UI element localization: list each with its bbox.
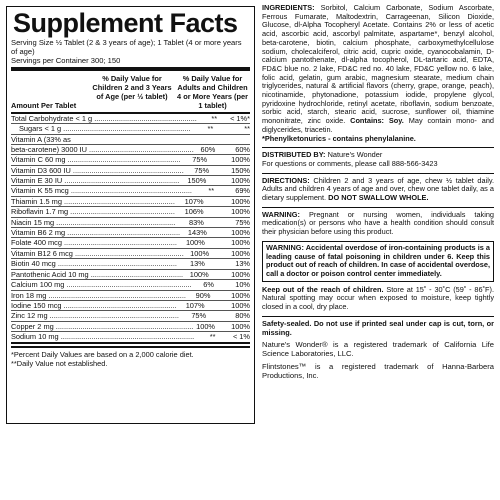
ingredients-text: Sorbitol, Calcium Carbonate, Sodium Ascorbate, Ferrous Fumarate, Maltodextrin, Carrageenan, Silicon Dioxide, Glucose, dl-Alpha Tocopheryl Acetate. Contains 2% or less of acetic acid, ascorbic acid, ascorbyl palmitate, aspartame*, benzyl alcohol, beta-carotene, biotin, calcium phosphate, carboxymethylcellulose sodium, cholecalciferol, citric acid, cupric oxide, cyanocobalamin, D-calcium pantothenate, dl-alpha tocopherol, DL-tartaric acid, EDTA, FD&C blue no. 2 lake, FD&C red no. 40 lake, FD&C yellow no. 6 lake, folic acid, gelatin, gum arabic, magnesium stearate, medium chain triglycerides, natural & artificial flavors (cherry, grape, orange, peach), nicotinamide, phytonadione, potassium iodide, propylene glycol, pyridoxine hydrochloride, retinyl acetate, riboflavin, sodium benzoate, sorbic acid, starch, stearic acid, sucrose, sunflower oil, thiamine mononitrate, zinc oxide. [262,3,495,126]
children-dv-value: 100% [189,269,209,279]
distributed-text: Nature's Wonder [327,150,383,160]
adults-dv-value [195,135,250,144]
children-dv-value: ** [209,332,216,342]
nutrient-row [11,322,250,332]
servings-per-container: Servings per Container 300; 150 [11,56,121,65]
nutrient-name: Zinc 12 mg ............................................................... [11,311,179,321]
amount-header: Amount Per Tablet [11,101,77,110]
directions [262,177,494,203]
warning [262,211,494,237]
nutrient-row [11,124,250,134]
nutrient-row [11,238,250,248]
footnote-calorie: *Percent Daily Values are based on a 2,000 calorie diet. [11,349,194,359]
children-dv-value: 90% [195,290,211,300]
divider [262,316,494,317]
nutrient-row [11,197,250,207]
children-dv-value: 13% [190,259,205,269]
adults-dv-value: 100% [231,269,250,279]
nutrient-name: Vitamin E 30 IU ........................................................ [11,176,180,186]
children-dv-value: 75% [192,155,208,165]
nutrient-name: Folate 400 mcg ....................................................... [11,238,177,248]
iron-warning-box: WARNING: Accidental overdose of iron-containing products is a leading cause of fatal poisoning in children under 6. Keep this product out of reach of children. In case of accidental overdose, call a doctor or poison control center immediately. [262,241,494,282]
nutrient-row [11,249,250,259]
nutrient-name: Iodine 150 mcg ....................................................... [11,300,177,310]
divider [262,147,494,148]
adults-dv-value: 100% [231,321,250,331]
directions-bold: DO NOT SWALLOW WHOLE. [328,193,429,203]
nutrient-row [11,155,250,165]
storage [262,286,494,312]
adults-dv-value: 60% [235,144,250,154]
children-dv-value: 100% [185,238,205,248]
nutrient-name: Pantothenic Acid 10 mg ............................................. [11,269,184,279]
directions-label: DIRECTIONS: [262,175,310,185]
nutrient-row [11,114,250,124]
adults-dv-value: 100% [231,238,250,248]
children-dv-value [161,135,195,144]
adults-dv-value: 80% [235,311,250,321]
nutrient-name: Riboflavin 1.7 mg ................................................... [11,207,175,217]
children-dv-value: 107% [184,196,204,206]
adults-dv-value: < 1%* [230,114,250,123]
adults-dv-value: 13% [235,259,250,269]
nutrient-row [11,228,250,238]
serving-info [11,38,250,71]
nutrient-rows [11,114,250,344]
nutrient-row [11,270,250,280]
adults-dv-header: % Daily Value for Adults and Children 4 or More Years (per 1 tablet) [177,74,248,110]
nutrient-row [11,176,250,186]
nutrient-name: Vitamin B6 2 mg ....................................................... [11,228,181,238]
may-contain-text: May contain mono- and diglycerides, triacetin. [262,116,495,134]
adults-dv-value: 69% [235,186,250,196]
distributed-by [262,151,494,168]
distributed-label: DISTRIBUTED BY: [262,150,326,160]
right-text-column [262,4,494,384]
adults-dv-value: 75% [235,217,250,227]
nutrient-name: Thiamin 1.5 mg ...................................................... [11,196,175,206]
nutrient-name: Vitamin D3 600 IU ...................................................... [11,165,184,175]
children-dv-value: ** [207,124,214,134]
adults-dv-value: 150% [231,165,250,175]
adults-dv-value: 100% [231,196,250,206]
footnotes [11,346,250,368]
footnote-dv: **Daily Value not established. [11,358,108,368]
adults-dv-value: 100% [231,176,250,186]
nutrient-name: beta-carotene) 3000 IU ................................................... [11,144,194,154]
nutrient-row [11,301,250,311]
children-dv-value: 100% [196,321,215,331]
nutrient-name: Calcium 100 mg ............................................................. [11,280,192,290]
children-dv-value: 106% [184,207,204,217]
ingredients [262,4,494,143]
keep-label: Keep out of the reach of children. [262,284,384,294]
nutrient-row [11,259,250,269]
children-dv-value: 60% [200,144,216,154]
nutrient-name: Sodium 10 mg ................................................................. [11,332,195,342]
children-dv-value: 143% [187,228,207,238]
nutrient-row [11,135,250,145]
adults-dv-value: 100% [231,155,250,165]
serving-size: Serving Size ½ Tablet (2 & 3 years of age); 1 Tablet (4 or more years of age) [11,38,242,56]
adults-dv-value: 100% [231,207,250,217]
nutrient-name: Iron 18 mg ................................................................... [11,290,186,300]
adults-dv-value: 100% [231,248,250,258]
nutrient-row [11,291,250,301]
adults-dv-value: 10% [235,280,250,290]
nutrient-name: Total Carbohydrate < 1 g .................................................. [11,114,197,123]
nutrient-name: Sugars < 1 g .............................................................. [19,124,191,134]
ingredients-label: INGREDIENTS: [262,3,315,12]
nutrient-row [11,166,250,176]
children-dv-header: % Daily Value for Children 2 and 3 Years of Age (per ½ tablet) [92,74,172,101]
children-dv-value: 6% [203,280,214,290]
nutrient-row [11,280,250,290]
warning-text: Pregnant or nursing women, individuals taking medication(s) or persons who have a health condition should consult their physician before using this product. [262,209,494,237]
adults-dv-value: 100% [231,228,250,238]
nutrient-row [11,145,250,155]
questions-text: For questions or comments, please call 888-566-3423 [262,158,438,168]
nutrient-name: Vitamin K 55 mcg ........................................................... [11,186,192,196]
adults-dv-value: 100% [231,300,250,310]
children-dv-value: 75% [194,165,210,175]
nutrient-name: Vitamin A (33% as [11,134,71,144]
column-headers [11,71,250,114]
pku-warning: *Phenylketonurics - contains phenylalanine. [262,133,416,143]
children-dv-value: 75% [191,311,207,321]
contains-label: Contains: Soy. [350,116,404,126]
trademark-flintstones: Flintstones™ is a registered trademark of Hanna-Barbera Productions, Inc. [262,361,494,380]
nutrient-name: Niacin 15 mg .......................................................... [11,217,176,227]
nutrient-row [11,186,250,196]
nutrient-name: Biotin 40 mcg .......................................................... [11,259,177,269]
children-dv-value: 83% [189,217,204,227]
children-dv-value: 100% [190,248,210,258]
children-dv-value: ** [211,114,218,123]
children-dv-value: ** [208,186,215,196]
nutrient-row [11,332,250,343]
adults-dv-value: < 1% [232,332,250,342]
safety-seal: Safety-sealed. Do not use if printed seal under cap is cut, torn, or missing. [262,318,494,337]
warning-label: WARNING: [262,209,300,219]
nutrient-row [11,311,250,321]
directions-text: Children 2 and 3 years of age, chew ½ tablet daily. Adults and children 4 years of age and over, chew one tablet daily, as a dietary supplement. [262,175,494,203]
adults-dv-value: 100% [231,290,250,300]
nutrient-row [11,218,250,228]
nutrient-row [11,207,250,217]
nutrient-name: Vitamin C 60 mg ....................................................... [11,155,181,165]
supplement-facts-panel [6,6,255,424]
divider [262,207,494,208]
storage-text: Store at 15˚ - 30˚C (59˚ - 86˚F). Natural spotting may occur when exposed to moisture, keep tightly closed in a cool, dry place. [262,284,494,312]
nutrient-name: Vitamin B12 6 mcg ..................................................... [11,248,184,258]
children-dv-value: 107% [185,300,205,310]
adults-dv-value: ** [244,124,250,134]
divider [262,173,494,174]
trademark-natures-wonder: Nature's Wonder® is a registered trademark of California Life Science Laboratories, LLC. [262,340,494,358]
nutrient-name: Copper 2 mg ................................................................... [11,321,194,331]
children-dv-value: 150% [187,176,207,186]
supplement-facts-title: Supplement Facts [13,8,238,38]
